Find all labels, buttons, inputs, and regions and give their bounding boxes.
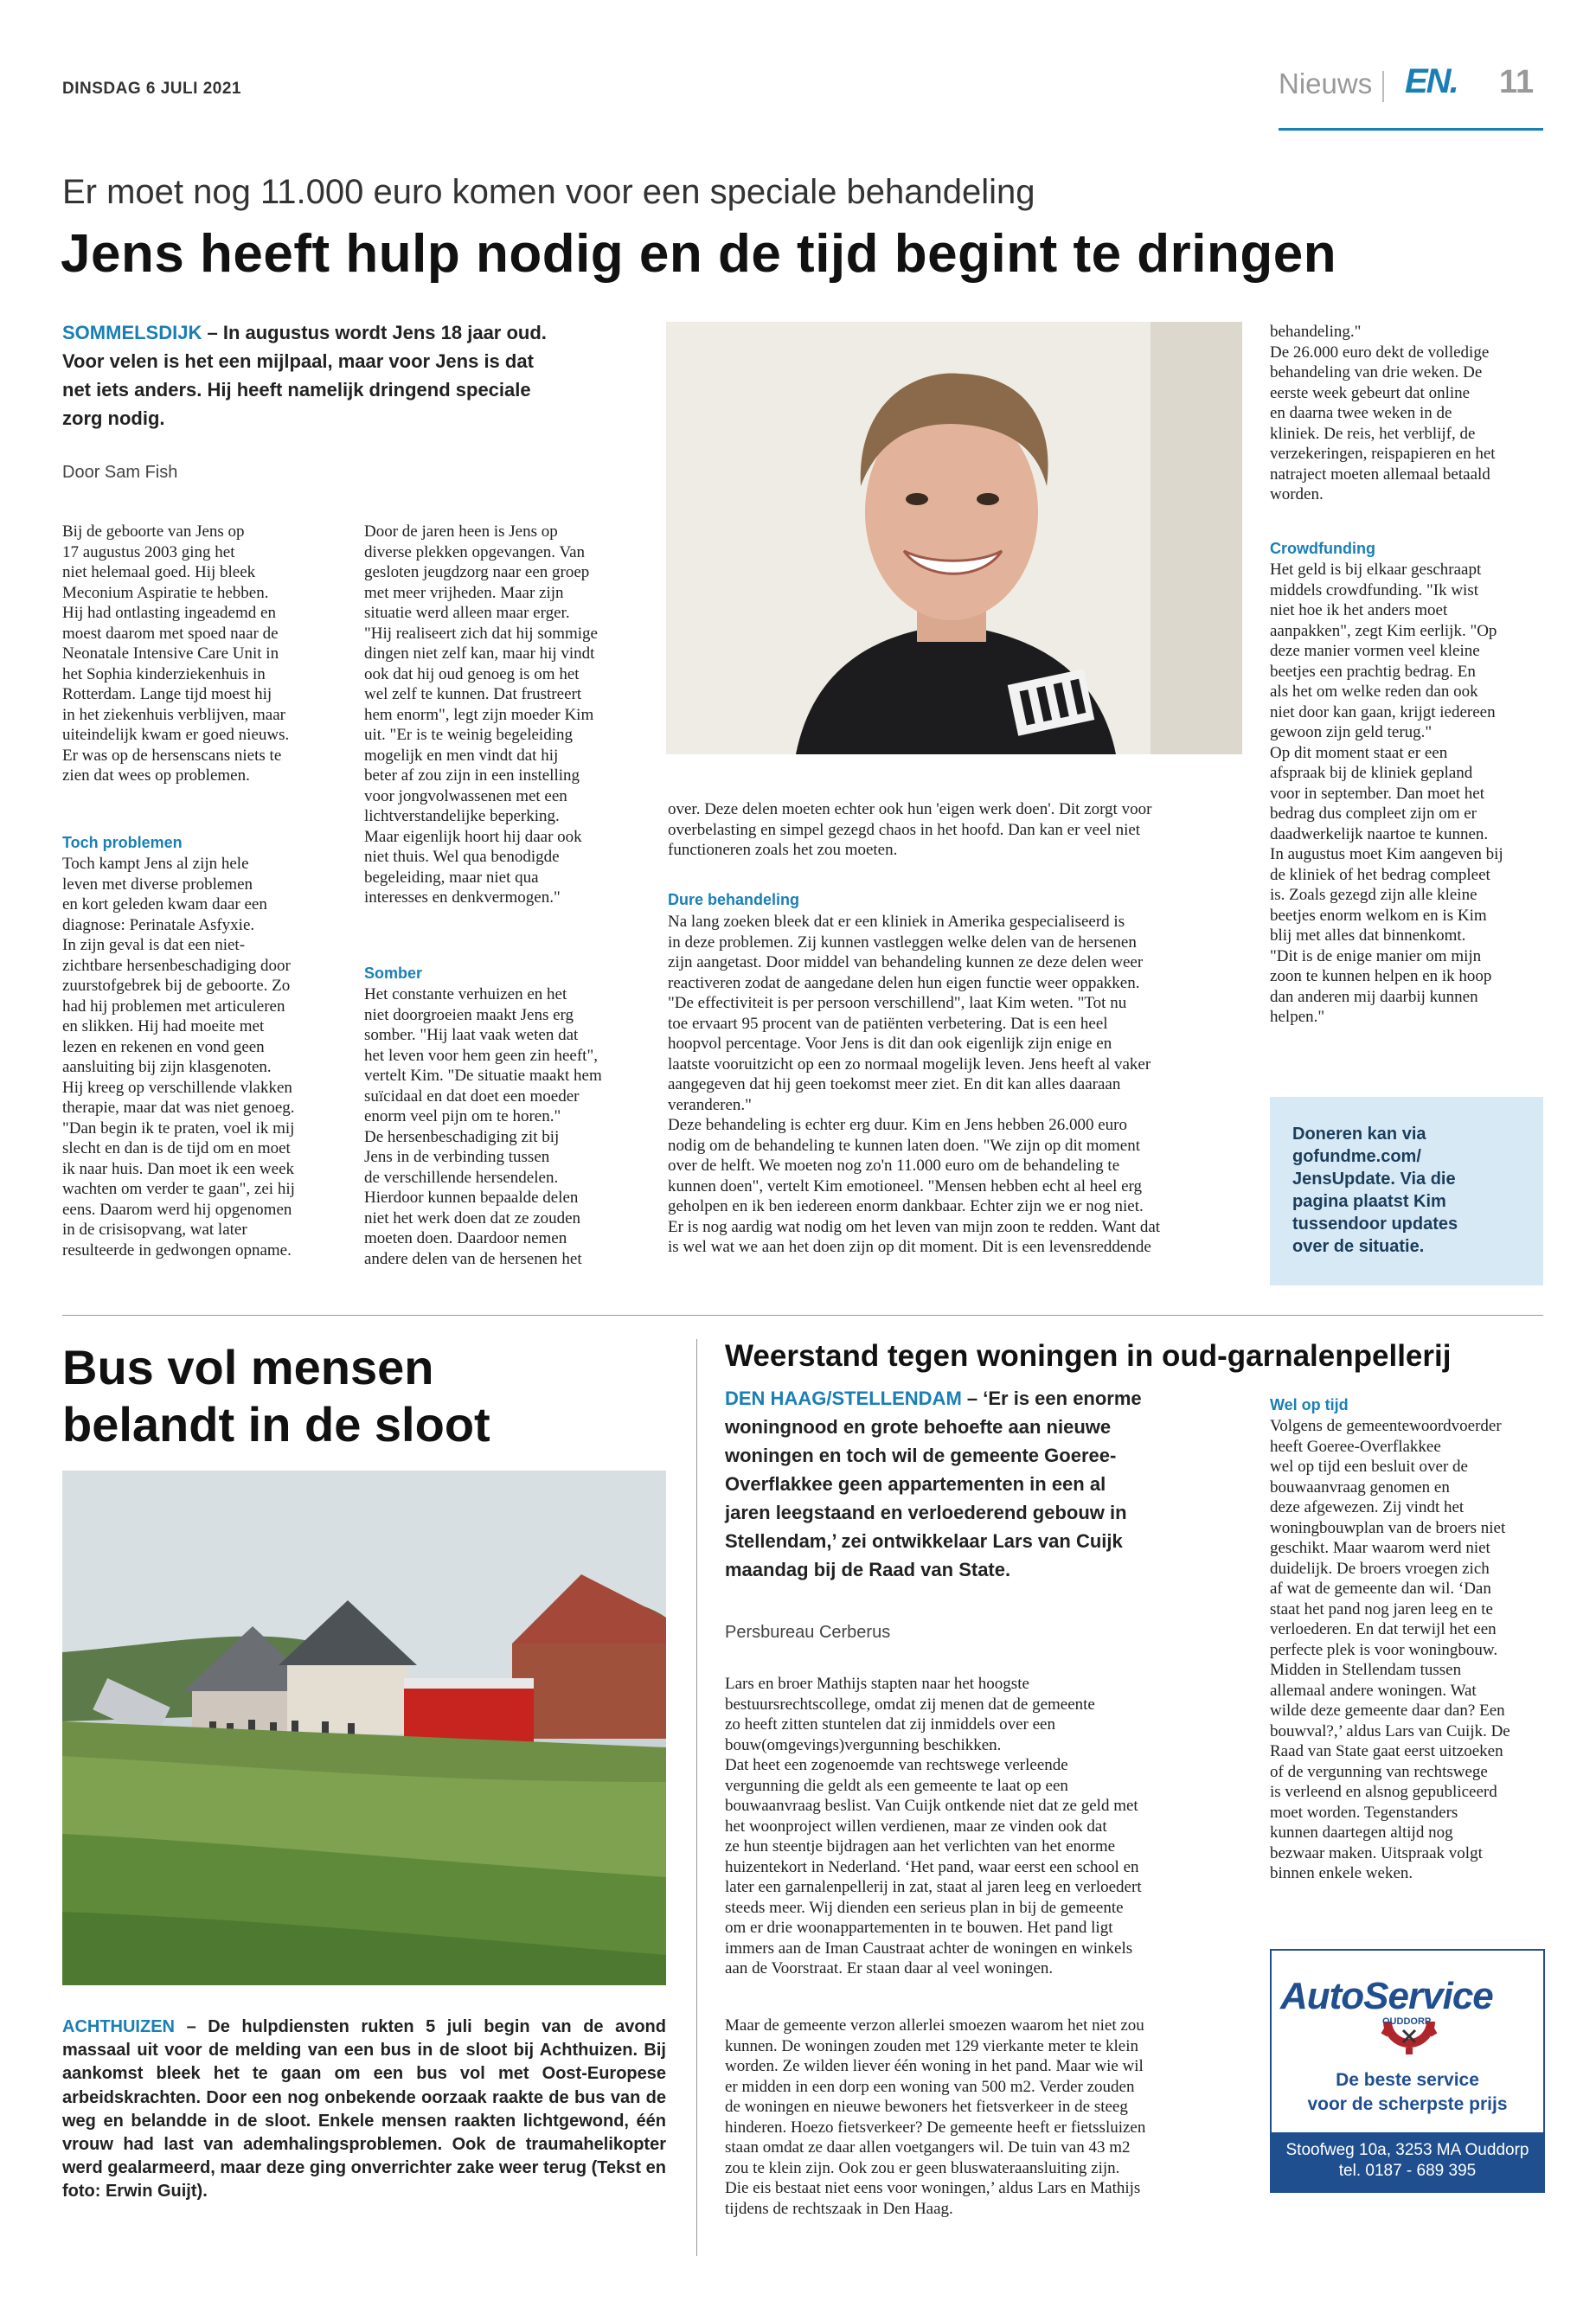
article1-kicker: Er moet nog 11.000 euro komen voor een speciale behandeling: [62, 173, 1035, 211]
article2-headline-line1: Bus vol mensen: [62, 1340, 434, 1394]
ad-contact-bar: [1272, 2132, 1543, 2191]
ad-tagline-line2: voor de scherpste prijs: [1307, 2094, 1508, 2114]
article1-headline: Jens heeft hulp nodig en de tijd begint te dringen: [61, 224, 1337, 284]
article1-col2-p1: Door de jaren heen is Jens op diverse plekken opgevangen. Van gesloten jeugdzorg naar een groep met meer vrijheden. Maar zijn situatie werd alleen maar erger. "Hij realiseert zich dat hij sommige dingen niet zelf kan, maar hij vindt ook dat hij oud genoeg is om het wel zelf te kunnen. Dat frustreert hem enorm", legt zijn moeder Kim uit. "Er is te weinig begeleiding mogelijk en men vindt dat hij beter af zou zijn in een instelling voor jongvolwassenen met een lichtverstandelijke beperking. Maar eigenlijk hoort hij daar ook niet thuis. Wel qua benodigde begeleiding, maar niet qua interesses en denkvermogen.": [364, 522, 598, 907]
article1-col2-subheading: Somber: [364, 965, 423, 982]
article2-headline-line2: belandt in de sloot: [62, 1397, 490, 1452]
donate-text: Doneren kan via gofundme.com/ JensUpdate. Via die pagina plaatst Kim tussendoor updates over de situatie.: [1292, 1125, 1458, 1256]
article1-col3-subheading: Dure behandeling: [668, 891, 800, 908]
article3-headline: Weerstand tegen woningen in oud-garnalenpellerij: [725, 1339, 1452, 1373]
article1-col3-p1: over. Deze delen moeten echter ook hun 'eigen werk doen'. Dit zorgt voor overbelasting en simpel gezegd chaos in het hoofd. Dan kan er veel niet functioneren zoals het zou moeten.: [668, 800, 1152, 859]
donate-box: [1270, 1097, 1543, 1285]
article3-author: Persbureau Cerberus: [725, 1623, 891, 1642]
article1-photo-jens: [666, 322, 1242, 754]
article2-body-text: – De hulpdiensten rukten 5 juli begin van de avond massaal uit voor de melding van een bus in de sloot bij Achthuizen. Bij aankomst bleek het te gaan om een bus vol met Oost-Europese arbeidskrachten. Door een nog onbekende oorzaak raakte de bus van de weg en belandde in de sloot. Enkele mensen raakten lichtgewond, één vrouw had last van ademhalingsproblemen. Ook de traumahelikopter werd gealarmeerd, maar deze ging onverrichter zake weer terug (Tekst en foto: Erwin Guijt).: [62, 2017, 666, 2202]
brand-logo: EN.: [1405, 62, 1458, 100]
article2-location: ACHTHUIZEN: [62, 2017, 175, 2036]
ad-tagline-line1: De beste service: [1336, 2070, 1479, 2090]
article1-col1-subheading: Toch problemen: [62, 834, 183, 851]
article1-lead-text: – In augustus wordt Jens 18 jaar oud. Voor velen is het een mijlpaal, maar voor Jens is dat net iets anders. Hij heeft namelijk dringend speciale zorg nodig.: [62, 322, 547, 429]
article3-col2: Volgens de gemeentewoordvoerder heeft Goeree-Overflakkee wel op tijd een besluit over de bouwaanvraag genomen en deze afgewezen. Zij vindt het woningbouwplan van de broers niet geschikt. Maar waarom werd niet duidelijk. De broers vroegen zich af wat de gemeente dan wil. ‘Dan staat het pand nog jaren leeg en te verloederen. En dat terwijl het een perfecte plek is voor woningbouw. Midden in Stellendam tussen allemaal andere woningen. Wat wilde deze gemeente daar dan? Een bouwval?,’ aldus Lars van Cuijk. De Raad van State gaat eerst uitzoeken of de vergunning van rechtswege is verleend en alsnog gepubliceerd moet worden. Tegenstanders kunnen daartegen altijd nog bezwaar maken. Uitspraak volgt binnen enkele weken.: [1270, 1417, 1510, 1882]
article3-subheading: Wel op tijd: [1270, 1396, 1349, 1413]
article1-col4-p2: Het geld is bij elkaar geschraapt middels crowdfunding. "Ik wist niet hoe ik het anders moet aanpakken", zegt Kim eerlijk. "Op deze manier vormen veel kleine beetjes een prachtig bedrag. En als het om welke reden dan ook niet door kan gaan, krijgt iedereen gewoon zijn geld terug." Op dit moment staat er een afspraak bij de kliniek gepland voor in september. Dan moet het bedrag dus compleet zijn om er daadwerkelijk naartoe te kunnen. In augustus moet Kim aangeven bij de kliniek of het bedrag compleet is. Zoals gezegd zijn alle kleine beetjes enorm welkom en is Kim blij met alles dat binnenkomt. "Dit is de enige manier om mijn zoon te kunnen helpen en ik hoop dan anderen mij daarbij kunnen helpen.": [1270, 561, 1503, 1026]
article3-lead: [725, 1384, 1244, 1584]
article3-lead-text: – ‘Er is een enorme woningnood en grote behoefte aan nieuwe woningen en toch wil de gemeente Goeree- Overflakkee geen appartementen in een al jaren leegstaand en verloederend gebouw in Stellendam,’ zei ontwikkelaar Lars van Cuijk maandag bij de Raad van State.: [725, 1388, 1142, 1580]
article3-p1: Lars en broer Mathijs stapten naar het hoogste bestuursrechtscollege, omdat zij menen dat de gemeente zo heeft zitten stuntelen dat zij inmiddels over een bouw(omgevings)vergunning beschikken. Dat heet een zogenoemde van rechtswege verleende vergunning die geldt als een gemeente te laat op een bouwaanvraag beslist. Van Cuijk ontkende niet dat ze geld met het woonproject willen verdienen, maar ze vinden ook dat ze hun steentje bijdragen aan het verlichten van het enorme huizentekort in Nederland. ‘Het pand, waar eerst een school en later een garnalenpellerij in zat, staat al jaren leeg en verloedert steeds meer. Wij dienden een serieus plan in bij de gemeente om er drie woonappartementen in te bouwen. Het pand ligt immers aan de Iman Caustraat achter de woningen en winkels aan de Voorstraat. Er staan daar al veel woningen.: [725, 1675, 1142, 1977]
article1-location: SOMMELSDIJK: [62, 322, 202, 343]
ad-brand: AutoService: [1280, 1975, 1493, 2017]
page-number: 11: [1499, 64, 1535, 100]
ad-gear-icon: [1379, 2022, 1439, 2056]
article1-col4-subheading: Crowdfunding: [1270, 540, 1375, 557]
article3-p2: Maar de gemeente verzon allerlei smoezen waarom het niet zou kunnen. De woningen zouden met 129 vierkante meter te klein worden. Ze wilden liever één woning in het pand. Maar wie wil er midden in een dorp een woning van 500 m2. Verder zouden de woningen en nieuwe bewoners het fietsverkeer in de steeg hinderen. Hoezo fietsverkeer? De gemeente heeft er fietssluizen staan omdat ze daar allen voetgangers wil. De tuin van 43 m2 zou te klein zijn. Ook zou er geen bluswateraansluiting zijn. Die eis bestaat niet eens voor woningen,’ aldus Lars en Mathijs tijdens de rechtszaak in Den Haag.: [725, 2016, 1146, 2218]
ad-tagline: [1272, 2068, 1543, 2117]
ad-address: Stoofweg 10a, 3253 MA Ouddorp: [1285, 2141, 1529, 2159]
ad-place: OUDDORP: [1382, 2016, 1432, 2027]
autoservice-ad[interactable]: [1270, 1949, 1545, 2193]
article2-body: [62, 2016, 666, 2204]
header-divider: [1382, 71, 1384, 102]
article1-col2-p2: Het constante verhuizen en het niet doorgroeien maakt Jens erg somber. "Hij laat vaak weten dat het leven voor hem geen zin heeft", vertelt Kim. "De situatie maakt hem suïcidaal en dat doet een moeder enorm veel pijn om te horen." De hersenbeschadiging zit bij Jens in de verbinding tussen de verschillende hersendelen. Hierdoor kunnen bepaalde delen niet het werk doen dat ze zouden moeten doen. Daardoor nemen andere delen van de hersenen het: [364, 985, 602, 1268]
article1-author: Door Sam Fish: [62, 463, 178, 482]
column-divider: [696, 1339, 697, 2256]
article3-location: DEN HAAG/STELLENDAM: [725, 1388, 962, 1409]
article1-col4-p1: behandeling." De 26.000 euro dekt de volledige behandeling van drie weken. De eerste week gebeurt dat online en daarna twee weken in de kliniek. De reis, het verblijf, de verzekeringen, reispapieren en het natraject moeten allemaal betaald worden.: [1270, 323, 1496, 503]
ad-phone: tel. 0187 - 689 395: [1338, 2162, 1477, 2180]
article1-col1-p1: Bij de geboorte van Jens op 17 augustus 2003 ging het niet helemaal goed. Hij bleek Meconium Aspiratie te hebben. Hij had ontlasting ingeademd en moest daarom met spoed naar de Neonatale Intensive Care Unit in het Sophia kinderziekenhuis in Rotterdam. Lange tijd moest hij in het ziekenhuis verblijven, maar uiteindelijk kwam er goed nieuws. Er was op de hersenscans niets te zien dat wees op problemen.: [62, 522, 290, 785]
article2-headline: [62, 1339, 490, 1453]
section-divider: [62, 1315, 1543, 1316]
page-date: DINSDAG 6 JULI 2021: [62, 80, 241, 98]
article2-photo-bus: [62, 1471, 666, 1985]
article1-lead: [62, 318, 651, 433]
article1-col3-p2: Na lang zoeken bleek dat er een kliniek in Amerika gespecialiseerd is in deze problemen. Zij kunnen vastleggen welke delen van de hersenen zijn aangetast. Door middel van behandeling kunnen ze deze delen weer reactiveren zodat de aangedane delen hun eigen functie weer oppakken. "De effectiviteit is per persoon verschillend", laat Kim weten. "Tot nu toe ervaart 95 procent van de patiënten verbetering. Dat is een heel hoopvol percentage. Voor Jens is dit dan ook eigenlijk zijn enige en laatste vooruitzicht op een zo normaal mogelijk leven. Jens heeft al vaker aangegeven dat hij geen toekomst meer ziet. En dit kan alles daaraan veranderen." Deze behandeling is echter erg duur. Kim en Jens hebben 26.000 euro nodig om de behandeling te kunnen laten doen. "We zijn op dit moment over de helft. We moeten nog zo'n 11.000 euro om de behandeling te kunnen doen", vertelt Kim emotioneel. "Mensen hebben echt al heel erg geholpen en ik ben iedereen enorm dankbaar. Echter zijn we er nog niet. Er is nog aardig wat nodig om het leven van mijn zoon te redden. Want dat is wel wat we aan het doen zijn op dit moment. Dit is een levensreddende: [668, 913, 1161, 1256]
article1-col1-p2: Toch kampt Jens al zijn hele leven met diverse problemen en kort geleden kwam daar een diagnose: Perinatale Asfyxie. In zijn geval is dat een niet- zichtbare hersenbeschadiging door zuurstofgebrek bij de geboorte. Zo had hij problemen met articuleren en slikken. Hij had moeite met lezen en rekenen en vond geen aansluiting bij zijn klasgenoten. Hij kreeg op verschillende vlakken therapie, maar dat was niet genoeg. "Dan begin ik te praten, voel ik mij slecht en dan is de tijd om en moet ik naar huis. Dan moet ik een week wachten om verder te gaan", zei hij eens. Daarom werd hij opgenomen in de crisisopvang, wat later resulteerde in gedwongen opname.: [62, 855, 295, 1259]
section-label: Nieuws: [1279, 67, 1373, 99]
header-rule: [1279, 128, 1543, 131]
